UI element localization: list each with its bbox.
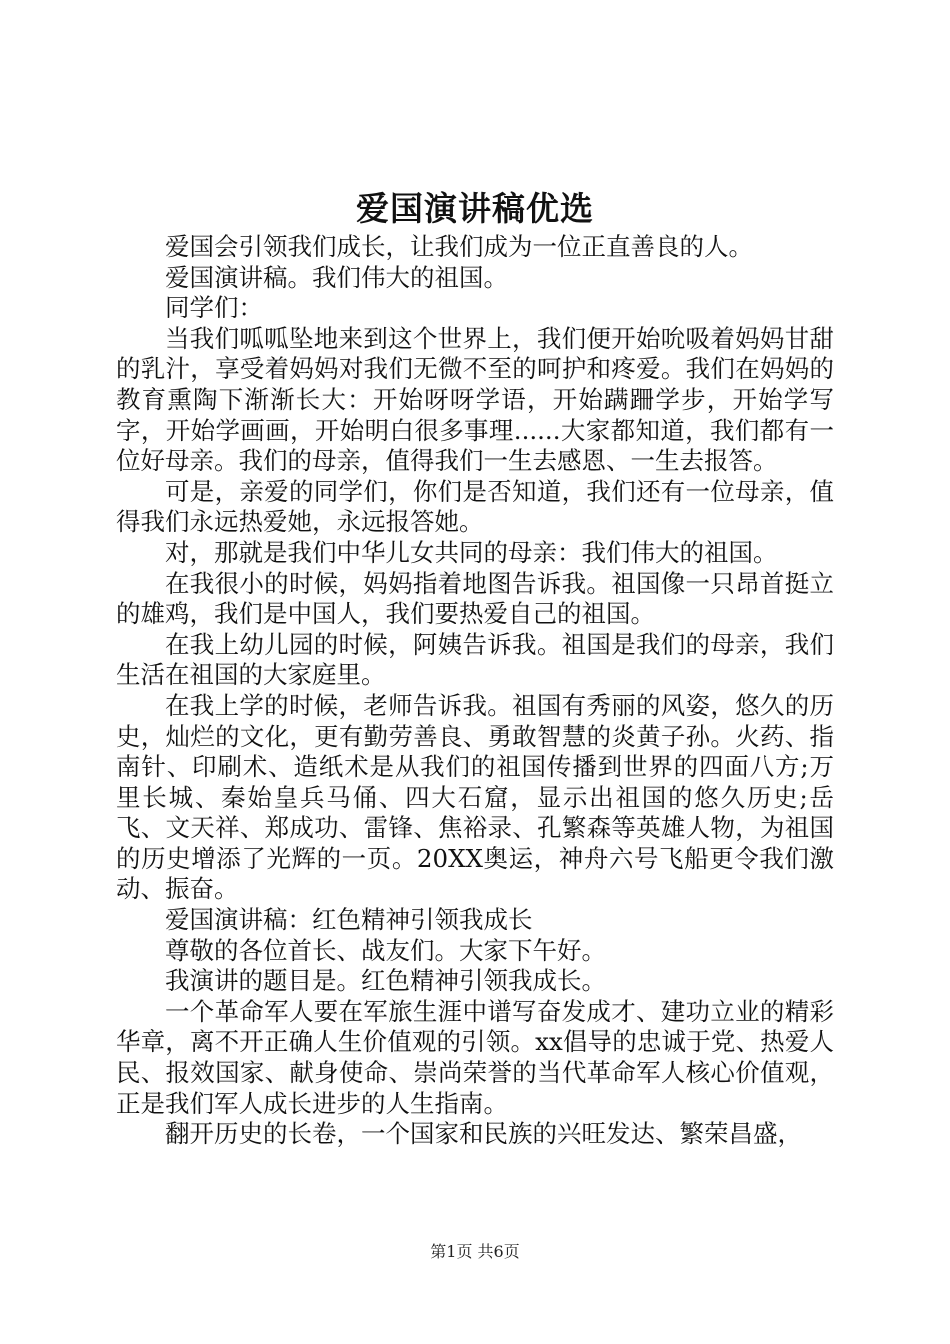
paragraph: 在我很小的时候，妈妈指着地图告诉我。祖国像一只昂首挺立的雄鸡，我们是中国人，我们要热爱自己的祖国。 [116, 568, 834, 629]
paragraph: 在我上学的时候，老师告诉我。祖国有秀丽的风姿，悠久的历史，灿烂的文化，更有勤劳善良、勇敢智慧的炎黄子孙。火药、指南针、印刷术、造纸术是从我们的祖国传播到世界的四面八方;万里长城、秦始皇兵马俑、四大石窟，显示出祖国的悠久历史;岳飞、文天祥、郑成功、雷锋、焦裕录、孔繁森等英雄人物，为祖国的历史增添了光辉的一页。20XX奥运，神舟六号飞船更令我们激动、振奋。 [116, 690, 834, 904]
paragraph: 翻开历史的长卷，一个国家和民族的兴旺发达、繁荣昌盛， [165, 1119, 802, 1149]
paragraph: 爱国会引领我们成长，让我们成为一位正直善良的人。 [165, 232, 753, 261]
paragraph: 爱国演讲稿：红色精神引领我成长 [165, 905, 533, 935]
document-title: 爱国演讲稿优选 [356, 189, 594, 228]
page-footer: 第1页 共6页 [430, 1242, 520, 1261]
paragraph: 同学们： [165, 293, 263, 323]
paragraph: 在我上幼儿园的时候，阿姨告诉我。祖国是我们的母亲，我们生活在祖国的大家庭里。 [116, 629, 834, 690]
paragraph: 一个革命军人要在军旅生涯中谱写奋发成才、建功立业的精彩华章，离不开正确人生价值观的引领。xx倡导的忠诚于党、热爱人民、报效国家、献身使命、崇尚荣誉的当代革命军人核心价值观，正是我们军人成长进步的人生指南。 [116, 996, 834, 1118]
paragraph: 对，那就是我们中华儿女共同的母亲：我们伟大的祖国。 [165, 537, 778, 567]
paragraph: 尊敬的各位首长、战友们。大家下午好。 [165, 935, 606, 965]
paragraph: 我演讲的题目是。红色精神引领我成长。 [165, 966, 606, 996]
document-body [116, 232, 834, 1150]
paragraph: 爱国演讲稿。我们伟大的祖国。 [165, 262, 508, 292]
paragraph: 可是，亲爱的同学们，你们是否知道，我们还有一位母亲，值得我们永远热爱她，永远报答她。 [116, 476, 834, 537]
paragraph: 当我们呱呱坠地来到这个世界上，我们便开始吮吸着妈妈甘甜的乳汁，享受着妈妈对我们无微不至的呵护和疼爱。我们在妈妈的教育熏陶下渐渐长大：开始呀呀学语，开始蹒跚学步，开始学写字，开始学画画，开始明白很多事理......大家都知道，我们都有一位好母亲。我们的母亲，值得我们一生去感恩、一生去报答。 [116, 323, 834, 476]
